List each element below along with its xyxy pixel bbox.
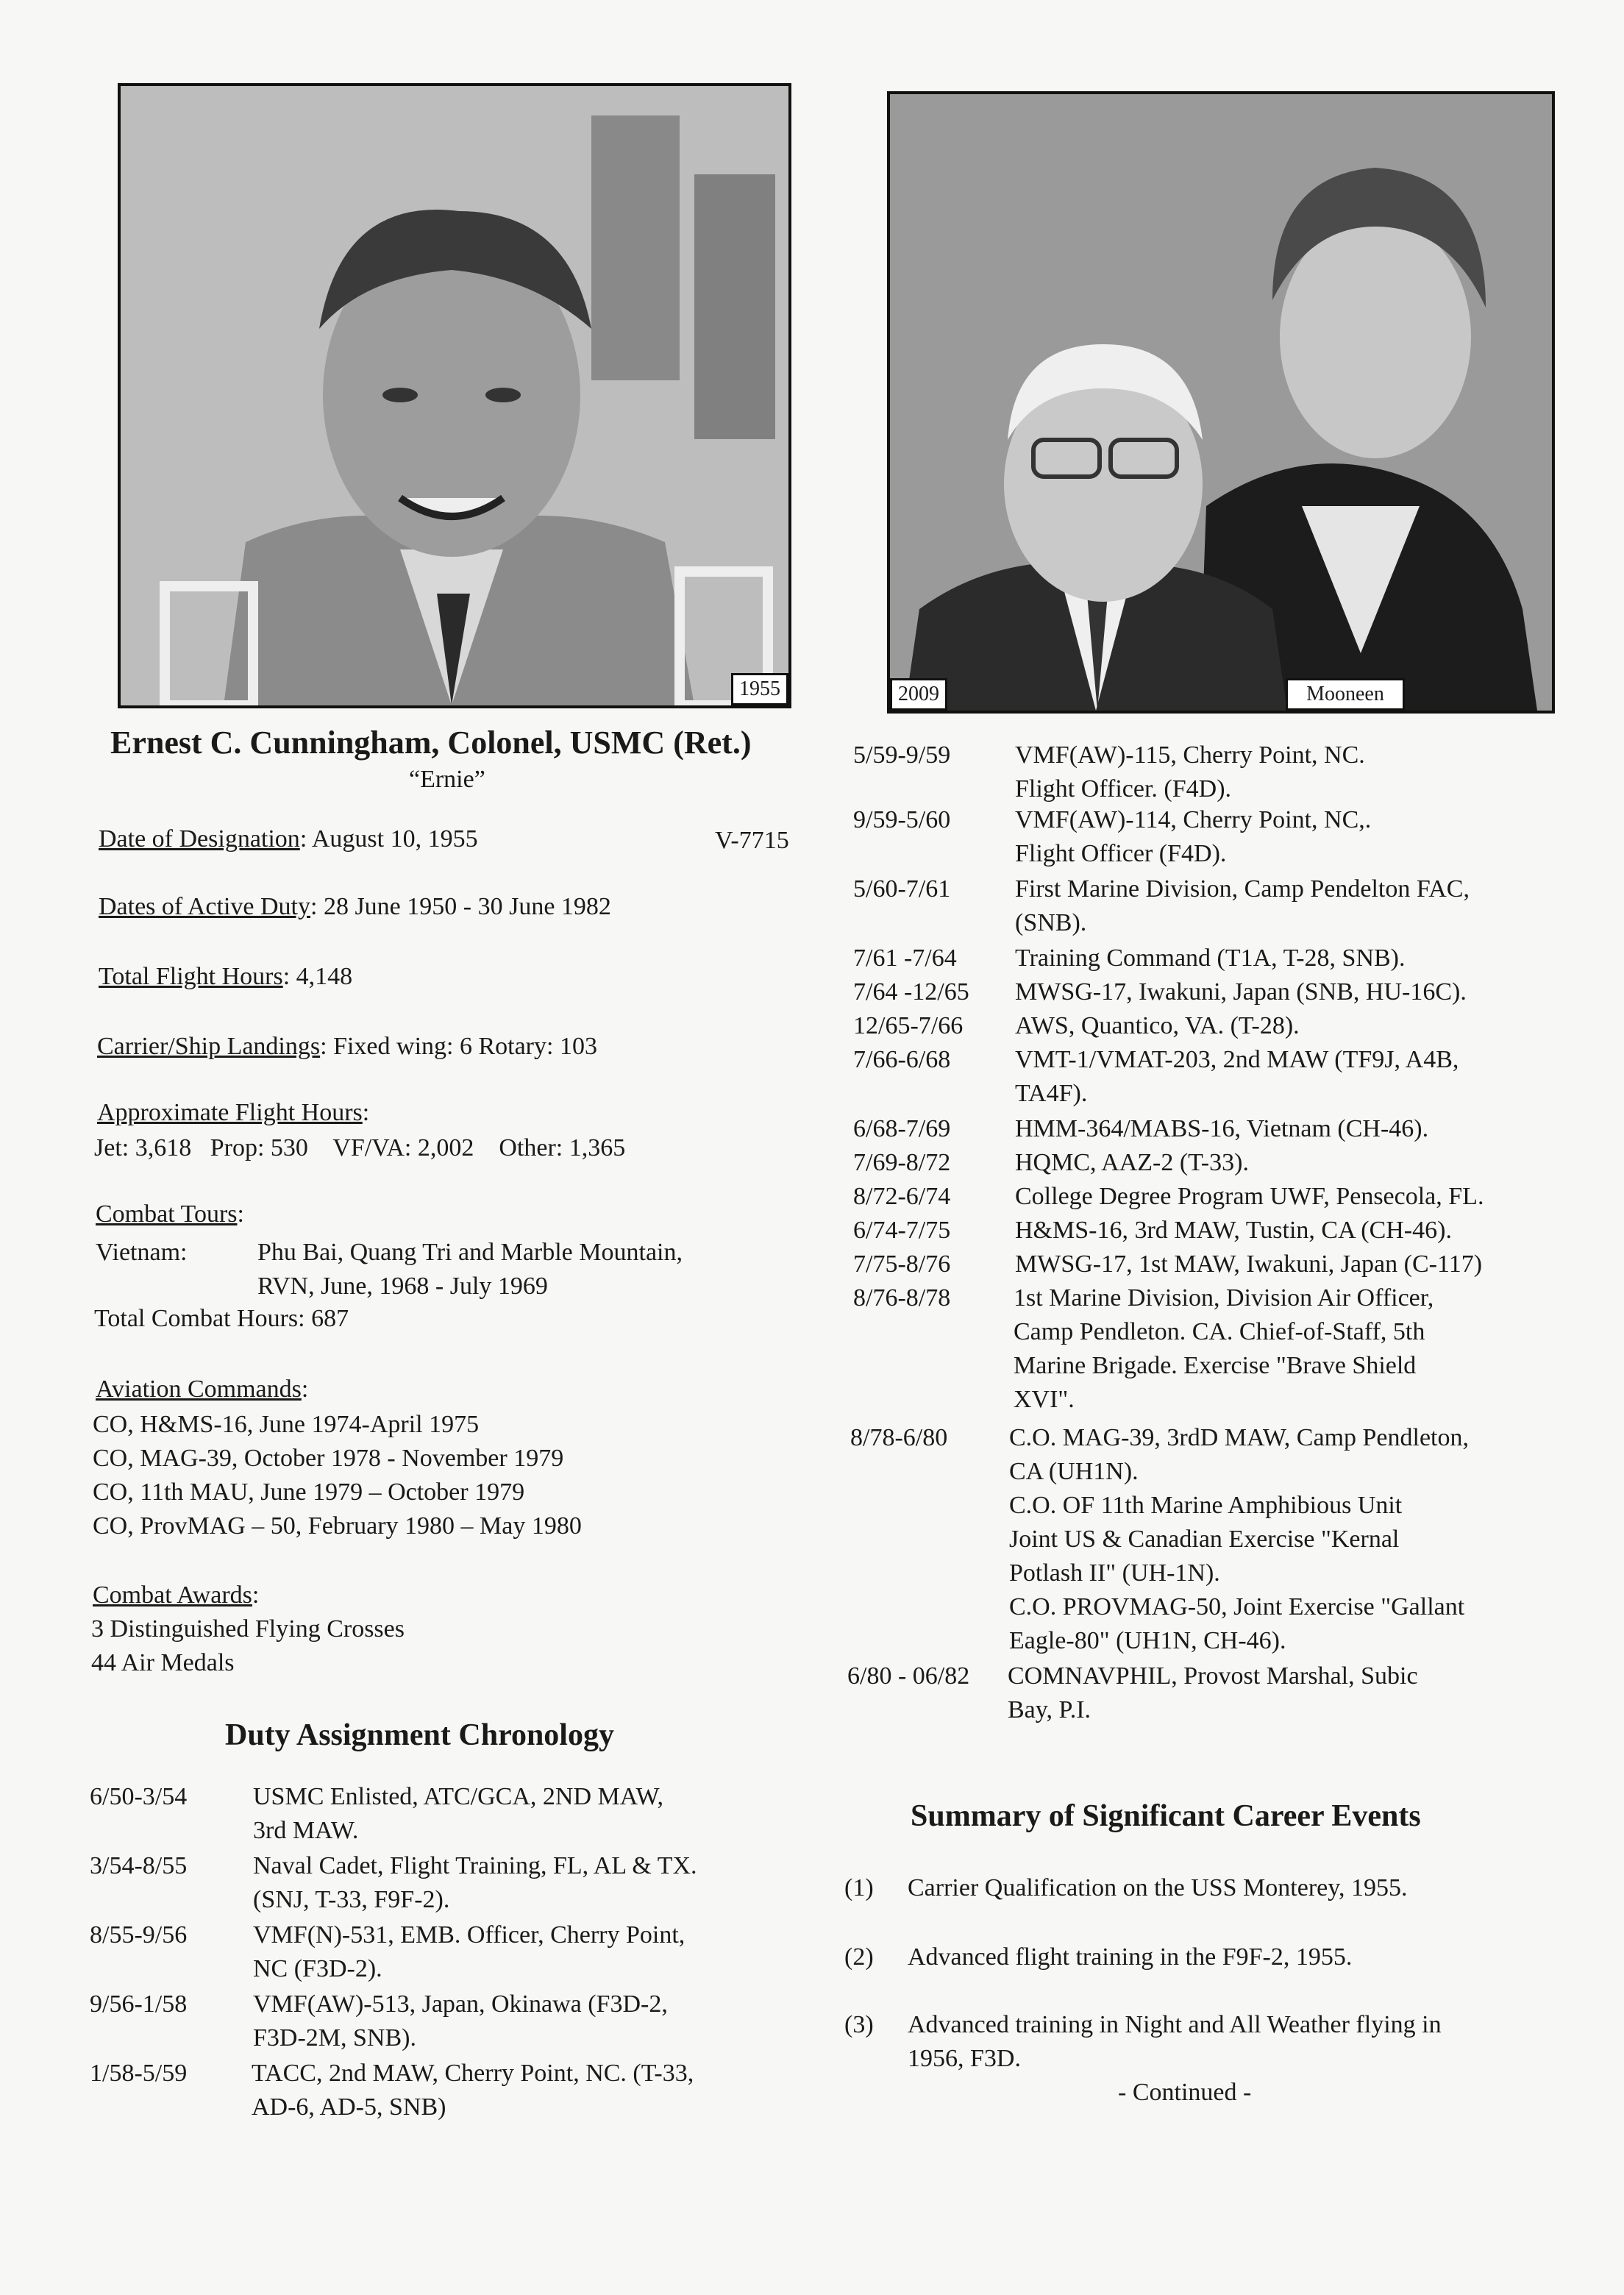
chronology-detail: (SNB). xyxy=(1015,909,1087,936)
summary-number: (1) xyxy=(844,1874,874,1901)
chronology-detail: First Marine Division, Camp Pendelton FAC, xyxy=(1015,875,1470,903)
approx-hours-label-line xyxy=(97,1096,369,1130)
chronology-detail: COMNAVPHIL, Provost Marshal, Subic xyxy=(1008,1662,1418,1690)
designation-label: Date of Designation xyxy=(99,825,300,853)
chronology-date: 12/65-7/66 xyxy=(853,1012,964,1039)
chronology-date: 9/59-5/60 xyxy=(853,806,951,833)
chronology-detail: TACC, 2nd MAW, Cherry Point, NC. (T-33, xyxy=(252,2060,694,2087)
summary-number: (3) xyxy=(844,2011,874,2038)
approx-hours-values: Jet: 3,618 Prop: 530 VF/VA: 2,002 Other: 1,365 xyxy=(94,1134,626,1161)
commands-label-line xyxy=(96,1373,308,1406)
chronology-date: 3/54-8/55 xyxy=(90,1852,188,1879)
chronology-detail: F3D-2M, SNB). xyxy=(253,2024,416,2052)
command-item: CO, 11th MAU, June 1979 – October 1979 xyxy=(93,1479,525,1506)
chronology-detail: Flight Officer. (F4D). xyxy=(1015,775,1232,803)
chronology-date: 6/68-7/69 xyxy=(853,1115,951,1142)
chronology-detail: H&MS-16, 3rd MAW, Tustin, CA (CH-46). xyxy=(1015,1217,1452,1244)
chronology-detail: Flight Officer (F4D). xyxy=(1015,840,1227,867)
chronology-date: 8/78-6/80 xyxy=(850,1424,948,1451)
approx-hours-label: Approximate Flight Hours xyxy=(97,1099,363,1126)
chronology-detail: 3rd MAW. xyxy=(253,1817,359,1844)
command-item: CO, MAG-39, October 1978 - November 1979 xyxy=(93,1445,564,1472)
chronology-detail: AD-6, AD-5, SNB) xyxy=(252,2093,446,2121)
portrait-photo-1955 xyxy=(118,83,791,708)
flight-hours-line xyxy=(99,960,352,994)
photo-year-caption: 1955 xyxy=(731,673,788,705)
summary-heading: Summary of Significant Career Events xyxy=(911,1799,1421,1833)
combat-tours-label-line xyxy=(96,1198,244,1231)
chronology-detail: (SNJ, T-33, F9F-2). xyxy=(253,1886,450,1913)
award-item: 3 Distinguished Flying Crosses xyxy=(91,1615,405,1643)
chronology-detail: HQMC, AAZ-2 (T-33). xyxy=(1015,1149,1249,1176)
chronology-date: 6/80 - 06/82 xyxy=(847,1662,970,1690)
chronology-detail: C.O. OF 11th Marine Amphibious Unit xyxy=(1009,1492,1403,1519)
chronology-detail: C.O. MAG-39, 3rdD MAW, Camp Pendleton, xyxy=(1009,1424,1469,1451)
chronology-detail: NC (F3D-2). xyxy=(253,1955,382,1982)
chronology-detail: 1st Marine Division, Division Air Officer, xyxy=(1014,1284,1434,1312)
vietnam-detail-2: RVN, June, 1968 - July 1969 xyxy=(257,1273,548,1300)
chronology-detail: Training Command (T1A, T-28, SNB). xyxy=(1015,944,1406,972)
chronology-detail: HMM-364/MABS-16, Vietnam (CH-46). xyxy=(1015,1115,1429,1142)
chronology-date: 5/59-9/59 xyxy=(853,741,951,769)
chronology-detail: VMF(AW)-513, Japan, Okinawa (F3D-2, xyxy=(253,1990,668,2018)
flight-hours-label: Total Flight Hours xyxy=(99,963,283,990)
vietnam-detail-1: Phu Bai, Quang Tri and Marble Mountain, xyxy=(257,1239,683,1266)
awards-label: Combat Awards xyxy=(93,1581,252,1609)
chronology-heading: Duty Assignment Chronology xyxy=(225,1718,614,1752)
chronology-date: 8/72-6/74 xyxy=(853,1183,951,1210)
awards-label-line xyxy=(93,1579,259,1612)
nickname: “Ernie” xyxy=(409,766,485,793)
chronology-date: 5/60-7/61 xyxy=(853,875,951,903)
couple-photo-2009 xyxy=(887,91,1555,714)
chronology-detail: Eagle-80" (UH1N, CH-46). xyxy=(1009,1627,1286,1654)
chronology-date: 7/61 -7/64 xyxy=(853,944,957,972)
chronology-detail: Potlash II" (UH-1N). xyxy=(1009,1559,1220,1587)
active-duty-value: : 28 June 1950 - 30 June 1982 xyxy=(310,893,611,920)
chronology-detail: Bay, P.I. xyxy=(1008,1696,1091,1723)
photo-year-caption: 2009 xyxy=(890,678,947,711)
designation-code: V-7715 xyxy=(715,827,789,854)
chronology-date: 7/64 -12/65 xyxy=(853,978,969,1006)
flight-hours-value: : 4,148 xyxy=(282,963,353,990)
summary-text: Advanced flight training in the F9F-2, 1955. xyxy=(908,1943,1353,1971)
chronology-detail: VMF(AW)-115, Cherry Point, NC. xyxy=(1015,741,1365,769)
chronology-date: 1/58-5/59 xyxy=(90,2060,188,2087)
chronology-detail: Joint US & Canadian Exercise "Kernal xyxy=(1009,1526,1400,1553)
portrait-illustration xyxy=(121,86,788,705)
chronology-date: 7/66-6/68 xyxy=(853,1046,951,1073)
chronology-detail: C.O. PROVMAG-50, Joint Exercise "Gallant xyxy=(1009,1593,1465,1620)
commands-colon: : xyxy=(301,1376,309,1403)
couple-illustration xyxy=(890,94,1552,711)
chronology-date: 6/74-7/75 xyxy=(853,1217,951,1244)
command-item: CO, ProvMAG – 50, February 1980 – May 1980 xyxy=(93,1512,582,1540)
chronology-detail: TA4F). xyxy=(1015,1080,1088,1107)
landings-value: : Fixed wing: 6 Rotary: 103 xyxy=(320,1033,597,1060)
designation-line xyxy=(99,822,478,856)
chronology-detail: USMC Enlisted, ATC/GCA, 2ND MAW, xyxy=(253,1783,664,1810)
chronology-detail: Camp Pendleton. CA. Chief-of-Staff, 5th xyxy=(1014,1318,1425,1345)
active-duty-label: Dates of Active Duty xyxy=(99,893,310,920)
chronology-detail: MWSG-17, 1st MAW, Iwakuni, Japan (C-117) xyxy=(1015,1250,1483,1278)
summary-text: 1956, F3D. xyxy=(908,2045,1021,2072)
chronology-detail: AWS, Quantico, VA. (T-28). xyxy=(1015,1012,1300,1039)
landings-line xyxy=(97,1030,597,1064)
chronology-date: 7/75-8/76 xyxy=(853,1250,951,1278)
landings-label: Carrier/Ship Landings xyxy=(97,1033,321,1060)
chronology-date: 8/76-8/78 xyxy=(853,1284,951,1312)
commands-label: Aviation Commands xyxy=(96,1376,302,1403)
combat-hours: Total Combat Hours: 687 xyxy=(94,1305,349,1332)
chronology-detail: MWSG-17, Iwakuni, Japan (SNB, HU-16C). xyxy=(1015,978,1467,1006)
vietnam-label: Vietnam: xyxy=(96,1239,188,1266)
chronology-date: 9/56-1/58 xyxy=(90,1990,188,2018)
active-duty-line xyxy=(99,890,611,924)
designation-value: : August 10, 1955 xyxy=(299,825,478,853)
chronology-detail: VMF(AW)-114, Cherry Point, NC,. xyxy=(1015,806,1372,833)
chronology-date: 7/69-8/72 xyxy=(853,1149,951,1176)
combat-tours-colon: : xyxy=(237,1200,244,1228)
chronology-detail: Naval Cadet, Flight Training, FL, AL & TX. xyxy=(253,1852,697,1879)
chronology-detail: VMT-1/VMAT-203, 2nd MAW (TF9J, A4B, xyxy=(1015,1046,1459,1073)
chronology-detail: XVI". xyxy=(1014,1386,1075,1413)
photo-name-caption: Mooneen xyxy=(1286,678,1405,711)
chronology-detail: CA (UH1N). xyxy=(1009,1458,1139,1485)
summary-text: Carrier Qualification on the USS Monterey, 1955. xyxy=(908,1874,1408,1901)
combat-tours-label: Combat Tours xyxy=(96,1200,238,1228)
chronology-detail: VMF(N)-531, EMB. Officer, Cherry Point, xyxy=(253,1921,685,1949)
chronology-date: 6/50-3/54 xyxy=(90,1783,188,1810)
award-item: 44 Air Medals xyxy=(91,1649,235,1676)
person-name: Ernest C. Cunningham, Colonel, USMC (Ret.) xyxy=(110,725,752,761)
summary-text: Advanced training in Night and All Weather flying in xyxy=(908,2011,1442,2038)
awards-colon: : xyxy=(252,1581,260,1609)
approx-hours-colon: : xyxy=(362,1099,370,1126)
continued-note: - Continued - xyxy=(1118,2079,1252,2106)
chronology-date: 8/55-9/56 xyxy=(90,1921,188,1949)
chronology-detail: College Degree Program UWF, Pensecola, FL. xyxy=(1015,1183,1484,1210)
chronology-detail: Marine Brigade. Exercise "Brave Shield xyxy=(1014,1352,1417,1379)
command-item: CO, H&MS-16, June 1974-April 1975 xyxy=(93,1411,480,1438)
summary-number: (2) xyxy=(844,1943,874,1971)
